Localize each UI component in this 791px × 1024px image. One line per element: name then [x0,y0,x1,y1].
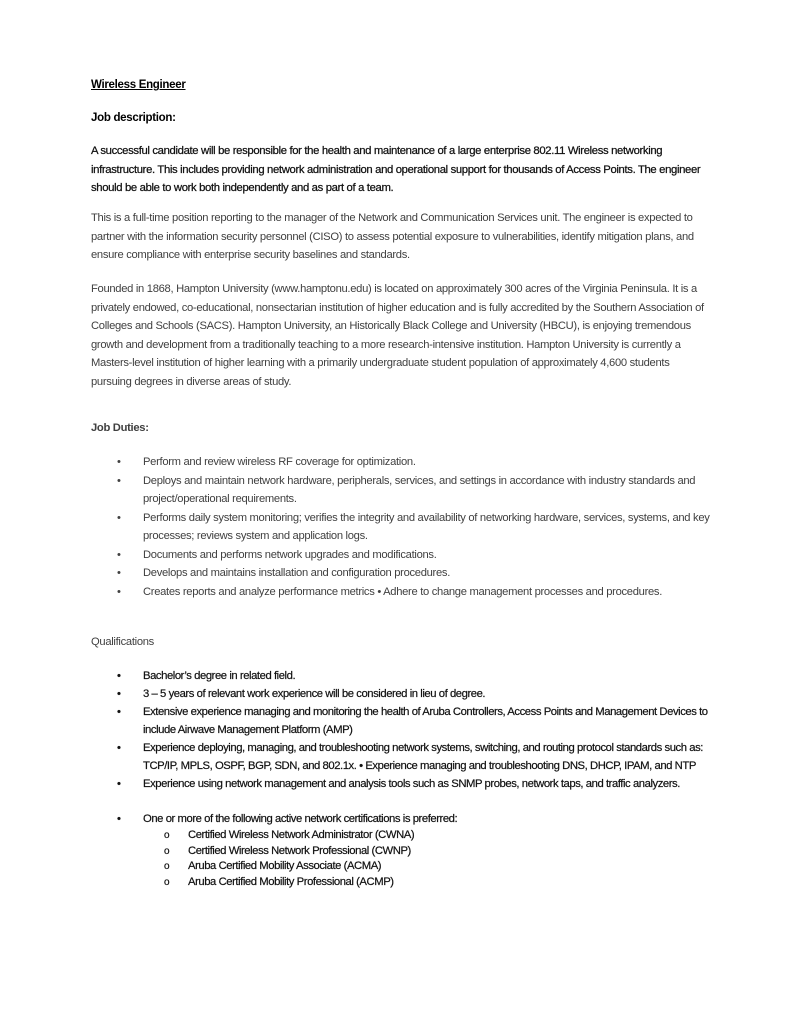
hollow-bullet-icon: o [164,876,170,888]
bullet-icon: • [117,742,121,754]
list-item [91,703,711,739]
list-item [91,564,711,583]
qualifications-heading: Qualifications [91,636,154,648]
position-paragraph: This is a full-time position reporting to the manager of the Network and Communication Services unit. The engineer is expected to partner with the information security personnel (CISO) to assess potential exposure to vulnerabilities, identify mitigation plans, and ensure compliance with enterprise security baselines and standards. [91,212,694,261]
list-item [91,583,711,602]
duty-text: Performs daily system monitoring; verifies the integrity and availability of networking hardware, services, systems, and key processes; reviews system and application logs. [143,511,710,542]
certification-item [143,859,711,875]
qualification-text: 3 – 5 years of relevant work experience will be considered in lieu of degree. [143,688,486,700]
list-item [91,472,711,509]
list-item [91,509,711,546]
duty-text: Creates reports and analyze performance metrics • Adhere to change management processes and procedures. [143,585,663,598]
certification-text: Certified Wireless Network Professional (CWNP) [188,844,411,857]
university-paragraph: Founded in 1868, Hampton University (www.hamptonu.edu) is located on approximately 300 acres of the Virginia Peninsula. It is a privately endowed, co-educational, nonsectarian institution of higher education and is fully accredited by the Southern Association of Colleges and Schools (SACS). Hampton University, an Historically Black College and University (HBCU), is enjoying tremendous growth and development from a traditionally teaching to a more research-intensive institution. Hampton University is currently a Masters-level institution of higher learning with a primarily undergraduate student population of approximately 4,600 students pursuing degrees in diverse areas of study. [91,283,704,388]
qualification-text: Extensive experience managing and monitoring the health of Aruba Controllers, Access Points and Management Devices to include Airwave Management Platform (AMP) [143,706,708,736]
hollow-bullet-icon: o [164,845,170,857]
bullet-icon: • [117,548,121,561]
bullet-icon: • [117,688,121,700]
duty-text: Documents and performs network upgrades and modifications. [143,548,437,561]
list-item [91,810,711,890]
certification-text: Certified Wireless Network Administrator (CWNA) [188,829,415,841]
bullet-icon: • [117,456,121,468]
qualification-text: Bachelor’s degree in related field. [143,670,296,682]
duty-text: Develops and maintains installation and configuration procedures. [143,567,451,579]
list-item [91,546,711,565]
certification-text: Aruba Certified Mobility Professional (ACMP) [188,875,394,888]
bullet-icon: • [117,706,121,718]
list-item [91,667,711,685]
hollow-bullet-icon: o [164,861,170,872]
qualifications-list [91,667,711,890]
bullet-icon: • [117,567,121,579]
qualification-text: Experience using network management and analysis tools such as SNMP probes, network taps, and traffic analyzers. [143,778,680,790]
list-item [91,739,711,775]
qualification-text: Experience deploying, managing, and troubleshooting network systems, switching, and routing protocol standards such as: TCP/IP, MPLS, OSPF, BGP, SDN, and 802.1x. • Experience managing and troubleshooting DNS, DHCP, IPAM, and NTP [143,742,703,772]
list-item [91,685,711,703]
bullet-icon: • [117,474,121,487]
bullet-icon: • [117,511,121,524]
bullet-icon: • [117,813,121,825]
bullet-icon: • [117,778,121,790]
bullet-icon: • [117,670,121,682]
job-duties-heading: Job Duties: [91,422,149,434]
list-item [91,453,711,472]
qualification-text: One or more of the following active network certifications is preferred: [143,813,458,825]
job-description-heading: Job description: [91,112,176,124]
hollow-bullet-icon: o [164,830,170,841]
job-duties-list [91,453,711,601]
certification-item [143,875,711,891]
certifications-list [143,828,711,890]
job-title: Wireless Engineer [91,79,186,91]
certification-text: Aruba Certified Mobility Associate (ACMA) [188,860,382,872]
intro-paragraph: A successful candidate will be responsible for the health and maintenance of a large enterprise 802.11 Wireless networking infrastructure. This includes providing network administration and operational support for thousands of Access Points. The engineer should be able to work both independently and as part of a team. [91,145,701,194]
duty-text: Deploys and maintain network hardware, peripherals, services, and settings in accordance with industry standards and project/operational requirements. [143,474,696,505]
duty-text: Perform and review wireless RF coverage for optimization. [143,456,416,468]
list-item [91,775,711,793]
certification-item [143,828,711,844]
bullet-icon: • [117,585,121,598]
certification-item [143,844,711,860]
